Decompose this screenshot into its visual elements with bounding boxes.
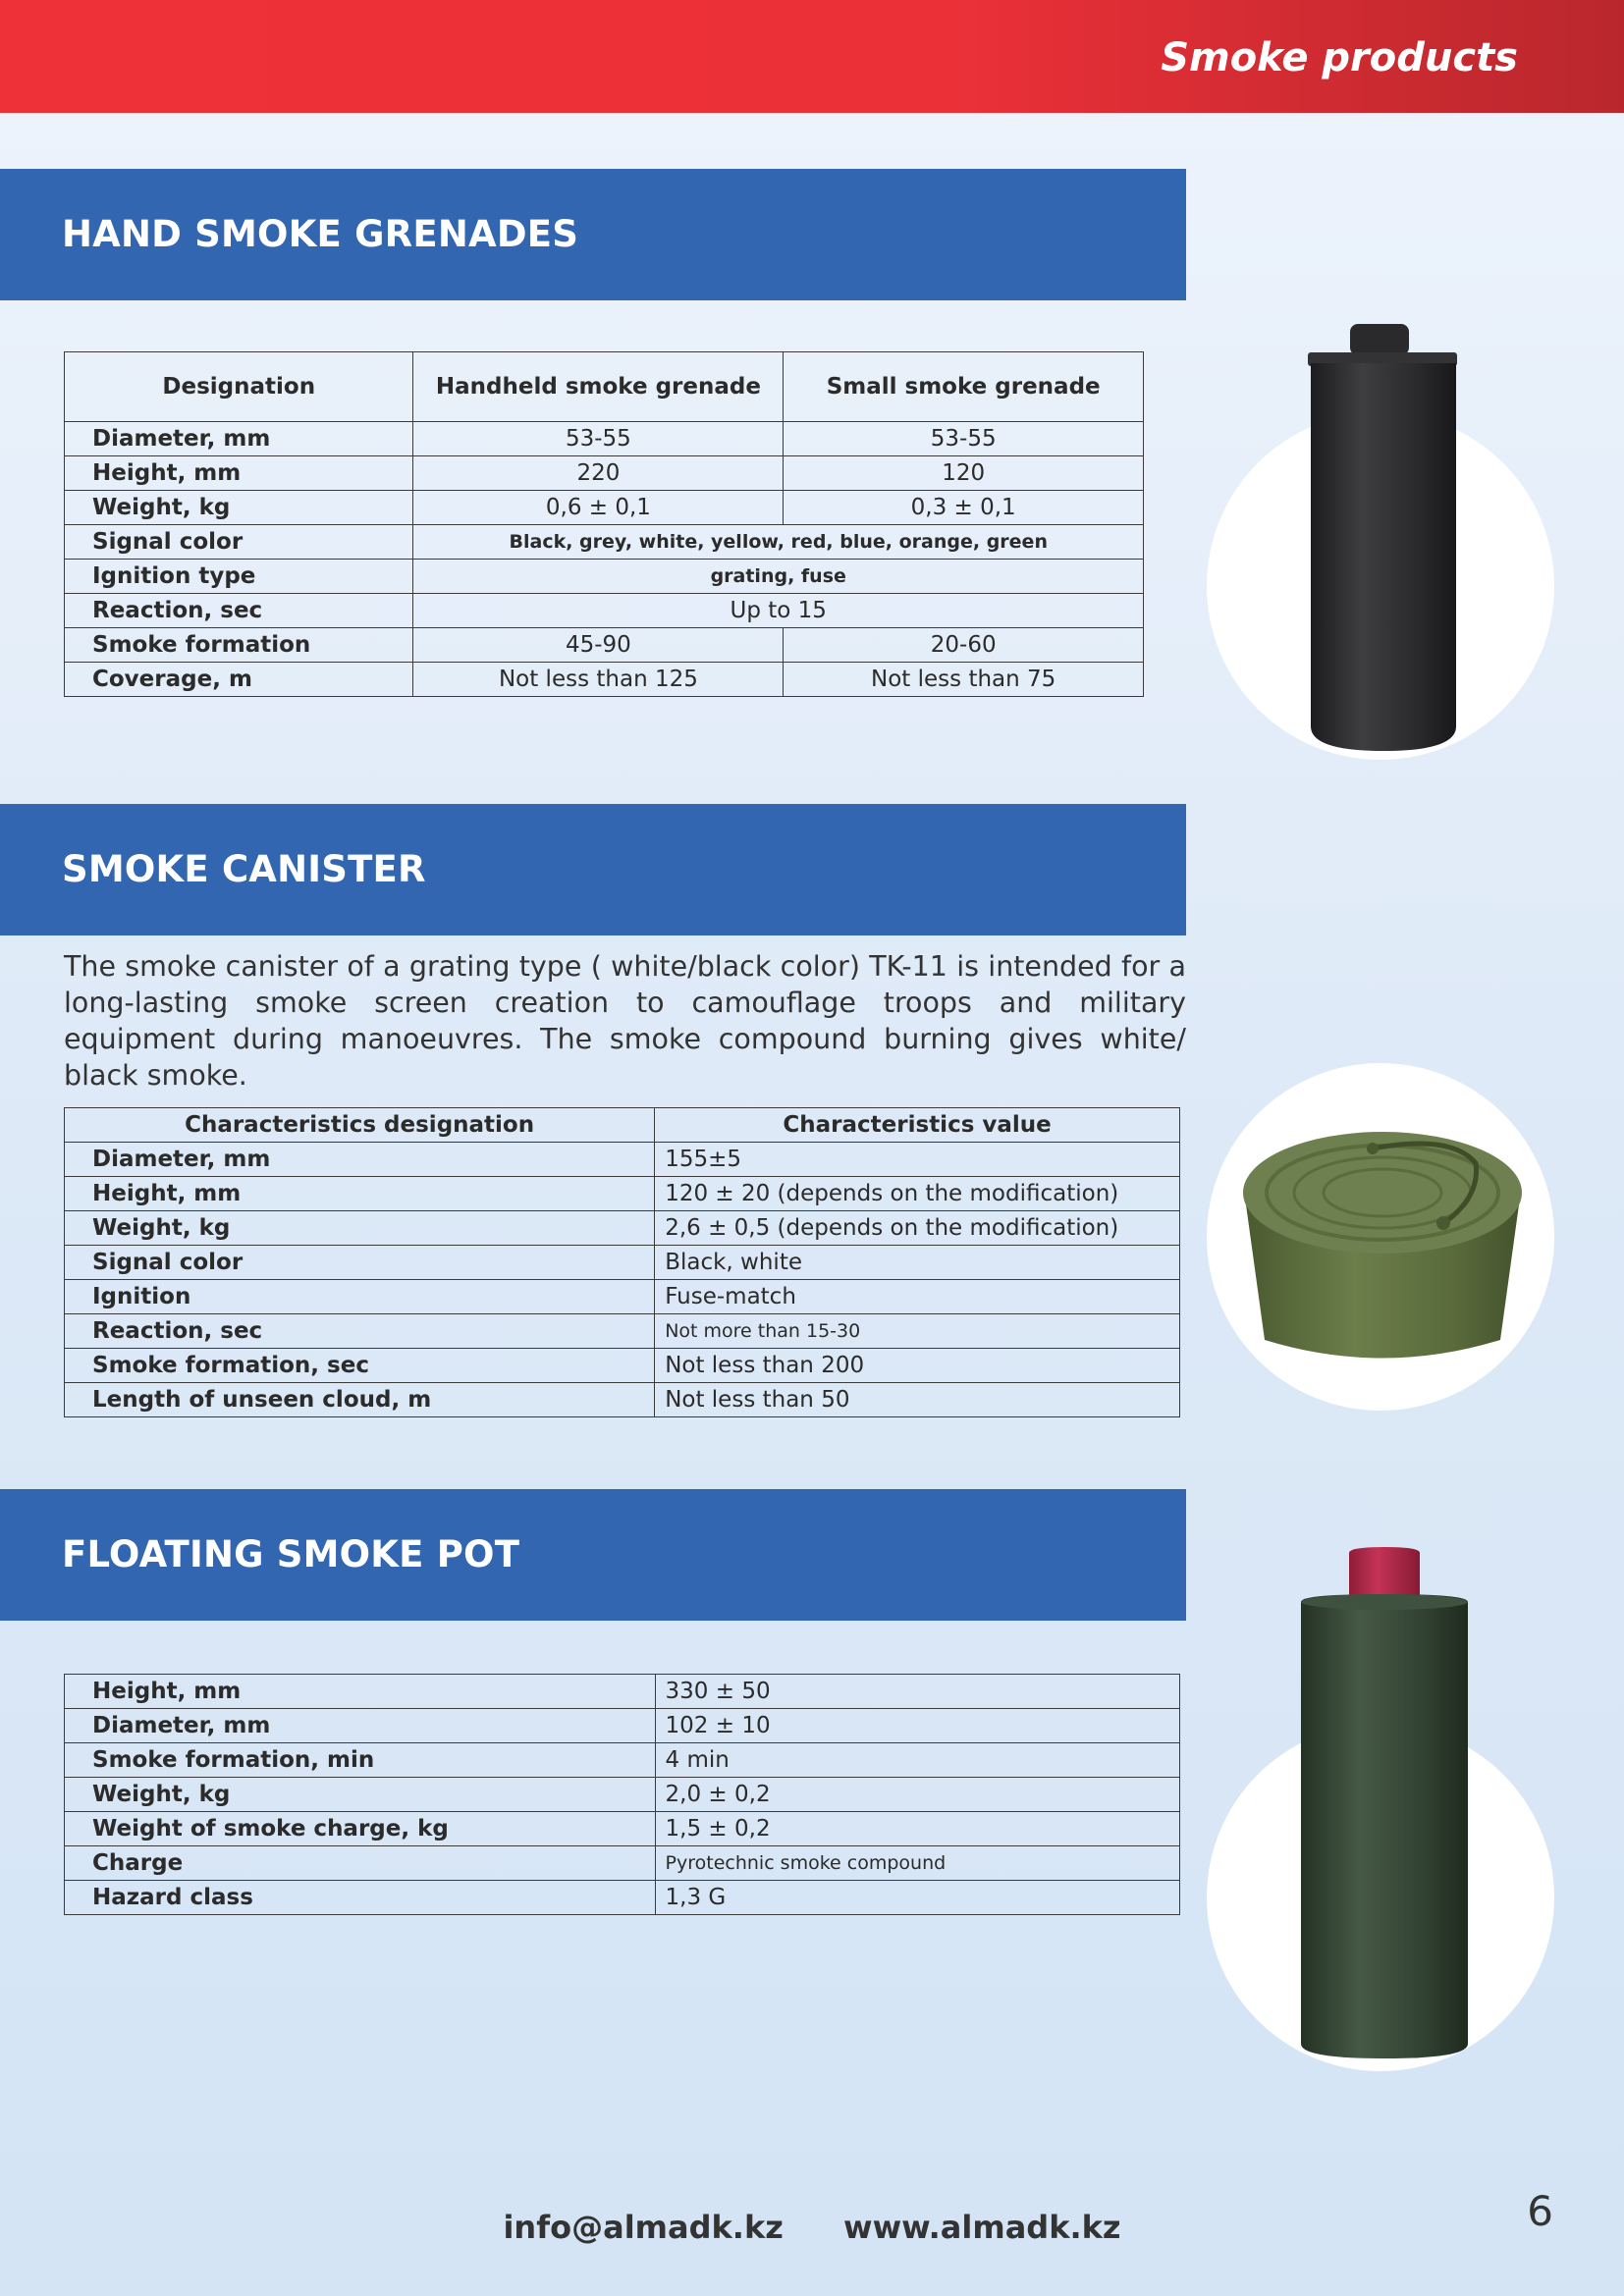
row-value: Not more than 15-30 xyxy=(655,1314,1180,1349)
table-row xyxy=(65,1383,1180,1417)
table-row xyxy=(65,1211,1180,1246)
row-value: 120 xyxy=(784,456,1144,491)
row-value: 2,6 ± 0,5 (depends on the modification) xyxy=(655,1211,1180,1246)
row-label: Smoke formation, sec xyxy=(65,1349,655,1383)
row-label: Hazard class xyxy=(65,1881,656,1915)
table-header-row xyxy=(65,1108,1180,1143)
section-band-pot xyxy=(0,1489,1186,1621)
row-label: Length of unseen cloud, m xyxy=(65,1383,655,1417)
table-row xyxy=(65,594,1144,628)
table-header-cell: Characteristics value xyxy=(655,1108,1180,1143)
table-row xyxy=(65,525,1144,560)
table-header-cell: Handheld smoke grenade xyxy=(413,352,784,422)
table-row xyxy=(65,456,1144,491)
row-label: Signal color xyxy=(65,525,413,560)
row-label: Weight, kg xyxy=(65,1211,655,1246)
row-value: 0,3 ± 0,1 xyxy=(784,491,1144,525)
row-label: Height, mm xyxy=(65,1177,655,1211)
row-label: Smoke formation, min xyxy=(65,1743,656,1778)
pot-spec-table xyxy=(64,1674,1180,1915)
table-header-cell: Designation xyxy=(65,352,413,422)
section-title-pot: FLOATING SMOKE POT xyxy=(62,1533,520,1575)
footer-website-link[interactable]: www.almadk.kz xyxy=(843,2209,1121,2246)
row-label: Height, mm xyxy=(65,1675,656,1709)
row-label: Signal color xyxy=(65,1246,655,1280)
row-label: Diameter, mm xyxy=(65,1709,656,1743)
table-row xyxy=(65,1812,1180,1846)
row-value: 155±5 xyxy=(655,1143,1180,1177)
grenade-image xyxy=(1296,319,1473,756)
row-label: Height, mm xyxy=(65,456,413,491)
table-row xyxy=(65,628,1144,663)
section-band-grenades xyxy=(0,169,1186,300)
row-value: grating, fuse xyxy=(413,560,1144,594)
row-label: Reaction, sec xyxy=(65,594,413,628)
floating-smoke-pot-image xyxy=(1296,1543,1473,2073)
table-row xyxy=(65,1246,1180,1280)
section-band-canister xyxy=(0,804,1186,935)
row-value: Black, grey, white, yellow, red, blue, orange, green xyxy=(413,525,1144,560)
table-row xyxy=(65,1743,1180,1778)
table-header-row xyxy=(65,352,1144,422)
row-value: 120 ± 20 (depends on the modification) xyxy=(655,1177,1180,1211)
row-label: Charge xyxy=(65,1846,656,1881)
row-value: 4 min xyxy=(655,1743,1179,1778)
table-row xyxy=(65,1778,1180,1812)
row-label: Reaction, sec xyxy=(65,1314,655,1349)
table-row xyxy=(65,1709,1180,1743)
row-label: Weight of smoke charge, kg xyxy=(65,1812,656,1846)
row-value: Not less than 75 xyxy=(784,663,1144,697)
row-value: Not less than 50 xyxy=(655,1383,1180,1417)
row-value: 2,0 ± 0,2 xyxy=(655,1778,1179,1812)
row-value: 102 ± 10 xyxy=(655,1709,1179,1743)
canister-spec-table xyxy=(64,1107,1180,1417)
table-row xyxy=(65,560,1144,594)
table-row xyxy=(65,1143,1180,1177)
footer-email-link[interactable]: info@almadk.kz xyxy=(503,2209,784,2246)
row-value: Fuse-match xyxy=(655,1280,1180,1314)
row-value: Not less than 200 xyxy=(655,1349,1180,1383)
table-row xyxy=(65,1349,1180,1383)
canister-description: The smoke canister of a grating type ( white/black color) TK-11 is intended for a long-lasting smoke screen creation to camouflage troops and military equipment during manoeuvres. The smoke compound burning gives white/ black smoke. xyxy=(64,950,1186,1092)
row-value: 1,5 ± 0,2 xyxy=(655,1812,1179,1846)
row-label: Weight, kg xyxy=(65,491,413,525)
row-label: Diameter, mm xyxy=(65,1143,655,1177)
header-title: Smoke products xyxy=(1161,35,1518,80)
row-value: Pyrotechnic smoke compound xyxy=(655,1846,1179,1881)
row-label: Weight, kg xyxy=(65,1778,656,1812)
row-value: 1,3 G xyxy=(655,1881,1179,1915)
table-row xyxy=(65,1846,1180,1881)
row-value: 53-55 xyxy=(413,422,784,456)
table-row xyxy=(65,422,1144,456)
row-value: Black, white xyxy=(655,1246,1180,1280)
row-value: 330 ± 50 xyxy=(655,1675,1179,1709)
smoke-canister-image xyxy=(1235,1119,1530,1374)
table-row xyxy=(65,491,1144,525)
table-header-cell: Small smoke grenade xyxy=(784,352,1144,422)
section-title-canister: SMOKE CANISTER xyxy=(62,848,426,890)
row-value: Up to 15 xyxy=(413,594,1144,628)
grenades-spec-table xyxy=(64,351,1144,697)
row-label: Coverage, m xyxy=(65,663,413,697)
header-bar xyxy=(0,0,1624,113)
row-label: Diameter, mm xyxy=(65,422,413,456)
row-value: Not less than 125 xyxy=(413,663,784,697)
page-number: 6 xyxy=(1527,2187,1553,2235)
row-value: 0,6 ± 0,1 xyxy=(413,491,784,525)
table-row xyxy=(65,1314,1180,1349)
table-row xyxy=(65,1881,1180,1915)
table-row xyxy=(65,1675,1180,1709)
footer-contacts xyxy=(0,2209,1624,2246)
row-value: 53-55 xyxy=(784,422,1144,456)
section-title-grenades: HAND SMOKE GRENADES xyxy=(62,213,579,255)
row-value: 220 xyxy=(413,456,784,491)
row-value: 45-90 xyxy=(413,628,784,663)
table-row xyxy=(65,663,1144,697)
row-label: Smoke formation xyxy=(65,628,413,663)
row-label: Ignition xyxy=(65,1280,655,1314)
table-row xyxy=(65,1280,1180,1314)
row-value: 20-60 xyxy=(784,628,1144,663)
table-header-cell: Characteristics designation xyxy=(65,1108,655,1143)
row-label: Ignition type xyxy=(65,560,413,594)
table-row xyxy=(65,1177,1180,1211)
